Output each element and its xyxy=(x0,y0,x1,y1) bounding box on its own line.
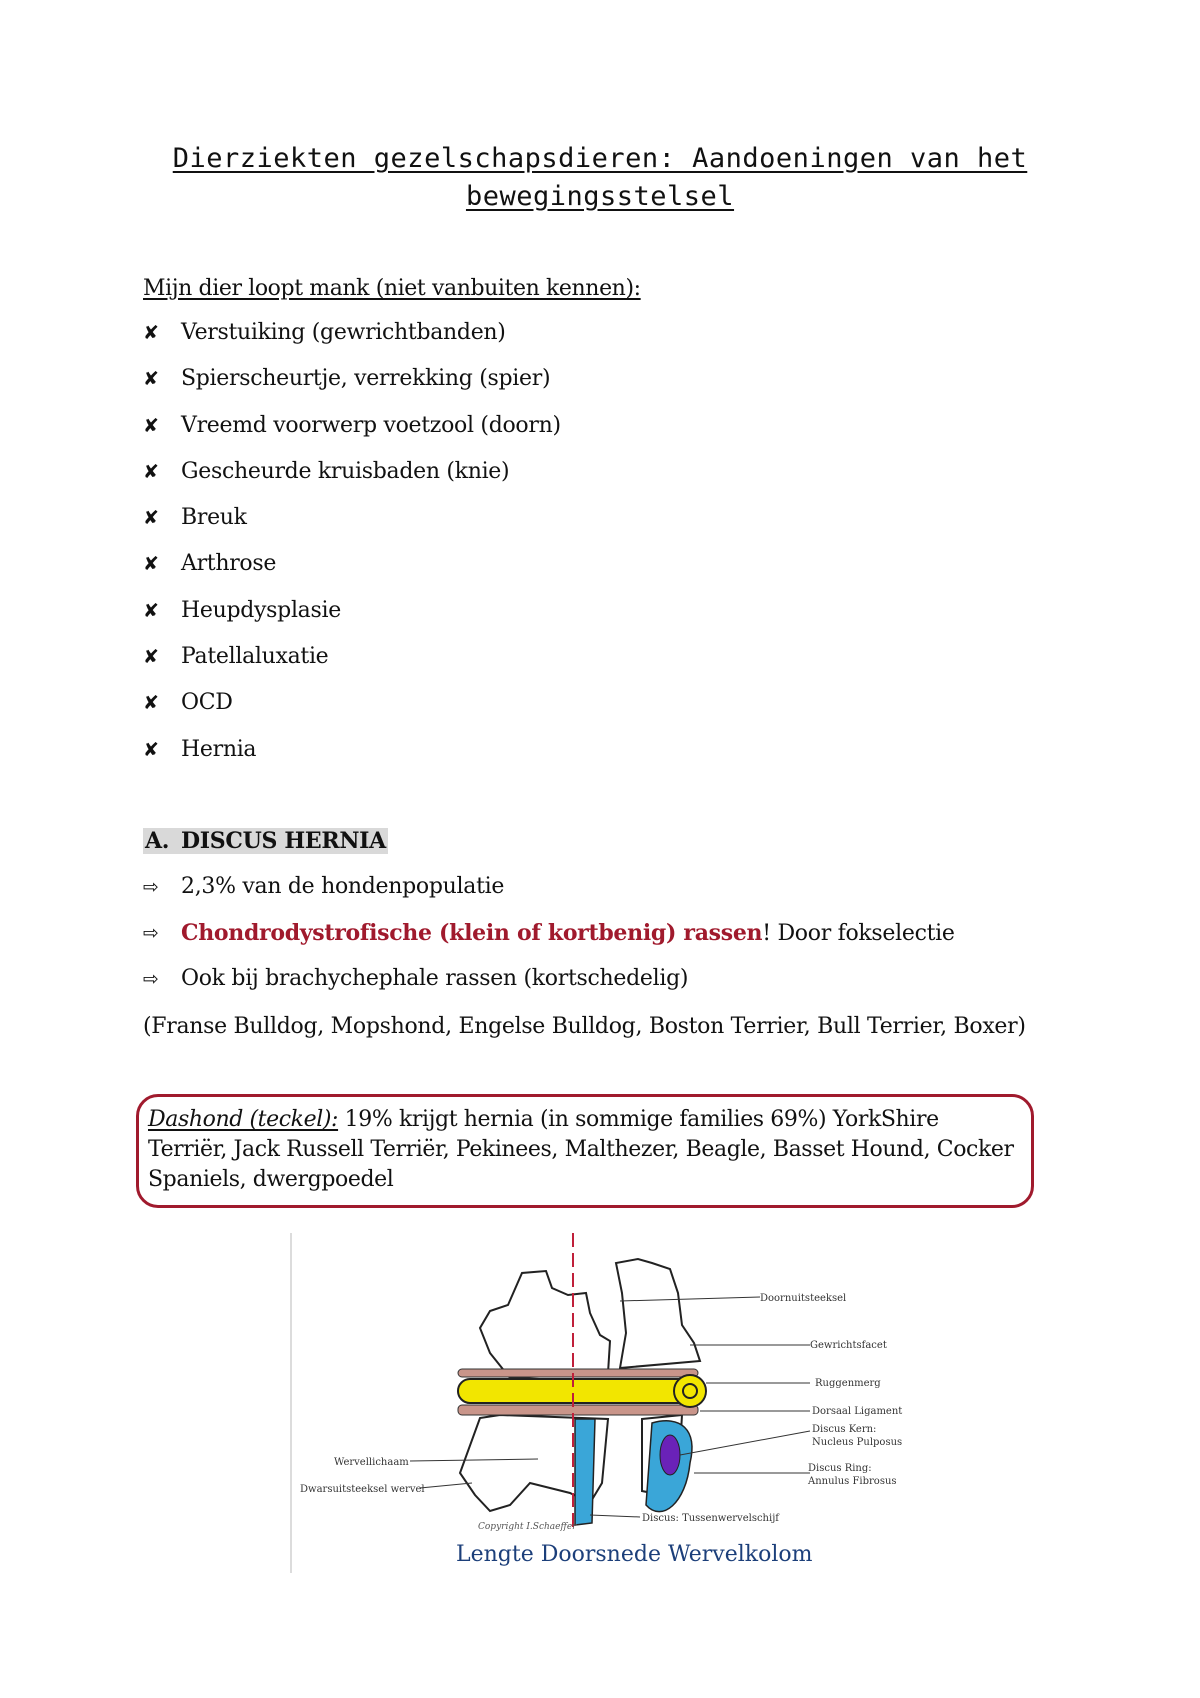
section-heading-discus-hernia xyxy=(143,828,388,854)
cross-bullet-icon: ✘ xyxy=(143,692,159,715)
spinal-cord-cross-section xyxy=(674,1375,706,1407)
spine-diagram xyxy=(290,1233,930,1573)
vertebra-right-outline xyxy=(616,1259,700,1368)
label-discus-kern-1: Discus Kern: xyxy=(812,1424,877,1435)
label-dwarsuitsteeksel: Dwarsuitsteeksel wervel xyxy=(300,1484,425,1495)
list-item: ⇨ Chondrodystrofische (klein of kortbenig) rassen! Door fokselectie xyxy=(143,920,955,966)
cross-bullet-icon: ✘ xyxy=(143,414,159,437)
label-discus-tussenwervelschijf: Discus: Tussenwervelschijf xyxy=(642,1513,779,1524)
label-discus-ring-1: Discus Ring: xyxy=(808,1463,872,1474)
copyright-signature: Copyright I.Schaeffer xyxy=(478,1522,577,1532)
cross-bullet-icon: ✘ xyxy=(143,507,159,530)
diagram-caption: Lengte Doorsnede Wervelkolom xyxy=(456,1542,813,1567)
arrow-right-icon: ⇨ xyxy=(143,968,159,990)
list-item: ⇨ 2,3% van de hondenpopulatie xyxy=(143,874,955,920)
list-item: ✘ Vreemd voorwerp voetzool (doorn) xyxy=(143,412,561,438)
disc-core xyxy=(660,1435,680,1475)
cross-bullet-icon: ✘ xyxy=(143,322,159,344)
highlight-text: Chondrodystrofische (klein of kortbenig) rassen xyxy=(181,920,763,946)
arrow-right-icon: ⇨ xyxy=(143,922,159,944)
list-item: ✘ Verstuiking (gewrichtbanden) xyxy=(143,320,506,345)
label-gewrichtsfacet: Gewrichtsfacet xyxy=(810,1340,887,1351)
list-item: ✘ Patellaluxatie xyxy=(143,644,329,670)
label-discus-kern-2: Nucleus Pulposus xyxy=(812,1437,903,1448)
list-item: ✘ OCD xyxy=(143,690,233,716)
callout-text: 19% krijgt hernia (in sommige families 69%) YorkShire Terriër, Jack Russell Terriër, Pekinees, Malthezer, Beagle, Basset Hound, Cocker Spaniels, dwergpoedel xyxy=(148,1107,1014,1192)
label-discus-ring-2: Annulus Fibrosus xyxy=(808,1476,897,1487)
arrow-right-icon: ⇨ xyxy=(143,876,159,898)
cross-bullet-icon: ✘ xyxy=(143,599,159,622)
page-title-line1: Dierziekten gezelschapsdieren: Aandoeningen van het xyxy=(172,143,1028,174)
cross-bullet-icon: ✘ xyxy=(143,553,159,576)
page-title xyxy=(0,140,1200,216)
callout-lead: Dashond (teckel): xyxy=(148,1107,339,1132)
list-item: ⇨ Ook bij brachychephale rassen (kortschedelig) xyxy=(143,966,955,1012)
label-dorsaal-ligament: Dorsaal Ligament xyxy=(812,1406,903,1417)
hernia-facts-list xyxy=(143,874,955,1012)
brachycephalic-breeds: (Franse Bulldog, Mopshond, Engelse Bulldog, Boston Terrier, Bull Terrier, Boxer) xyxy=(143,1014,1026,1039)
cross-bullet-icon: ✘ xyxy=(143,738,159,761)
list-item: ✘ Spierscheurtje, verrekking (spier) xyxy=(143,366,551,392)
ligament-upper xyxy=(458,1369,698,1377)
vertebra-left-outline xyxy=(480,1271,610,1378)
cross-bullet-icon: ✘ xyxy=(143,646,159,669)
list-item: ✘ Heupdysplasie xyxy=(143,597,341,623)
spinal-cord xyxy=(458,1379,703,1403)
disc-ring xyxy=(575,1419,595,1525)
page-title-line2: bewegingsstelsel xyxy=(465,181,735,212)
intro-heading: Mijn dier loopt mank (niet vanbuiten kennen): xyxy=(143,276,641,301)
label-doornuitsteeksel: Doornuitsteeksel xyxy=(760,1293,847,1304)
list-item: ✘ Breuk xyxy=(143,505,247,531)
section-title: DISCUS HERNIA xyxy=(181,828,386,854)
section-letter: A. xyxy=(145,828,170,854)
limping-causes-list xyxy=(143,320,561,783)
label-ruggenmerg: Ruggenmerg xyxy=(815,1378,881,1389)
list-item: ✘ Gescheurde kruisbaden (knie) xyxy=(143,458,510,484)
dachshund-callout-box xyxy=(136,1094,1034,1208)
cross-bullet-icon: ✘ xyxy=(143,368,159,391)
list-item: ✘ Hernia xyxy=(143,736,257,762)
cross-bullet-icon: ✘ xyxy=(143,460,159,483)
ligament-lower xyxy=(458,1405,698,1415)
list-item: ✘ Arthrose xyxy=(143,551,277,577)
label-wervellichaam: Wervellichaam xyxy=(334,1457,409,1468)
spine-diagram-svg xyxy=(290,1233,930,1573)
